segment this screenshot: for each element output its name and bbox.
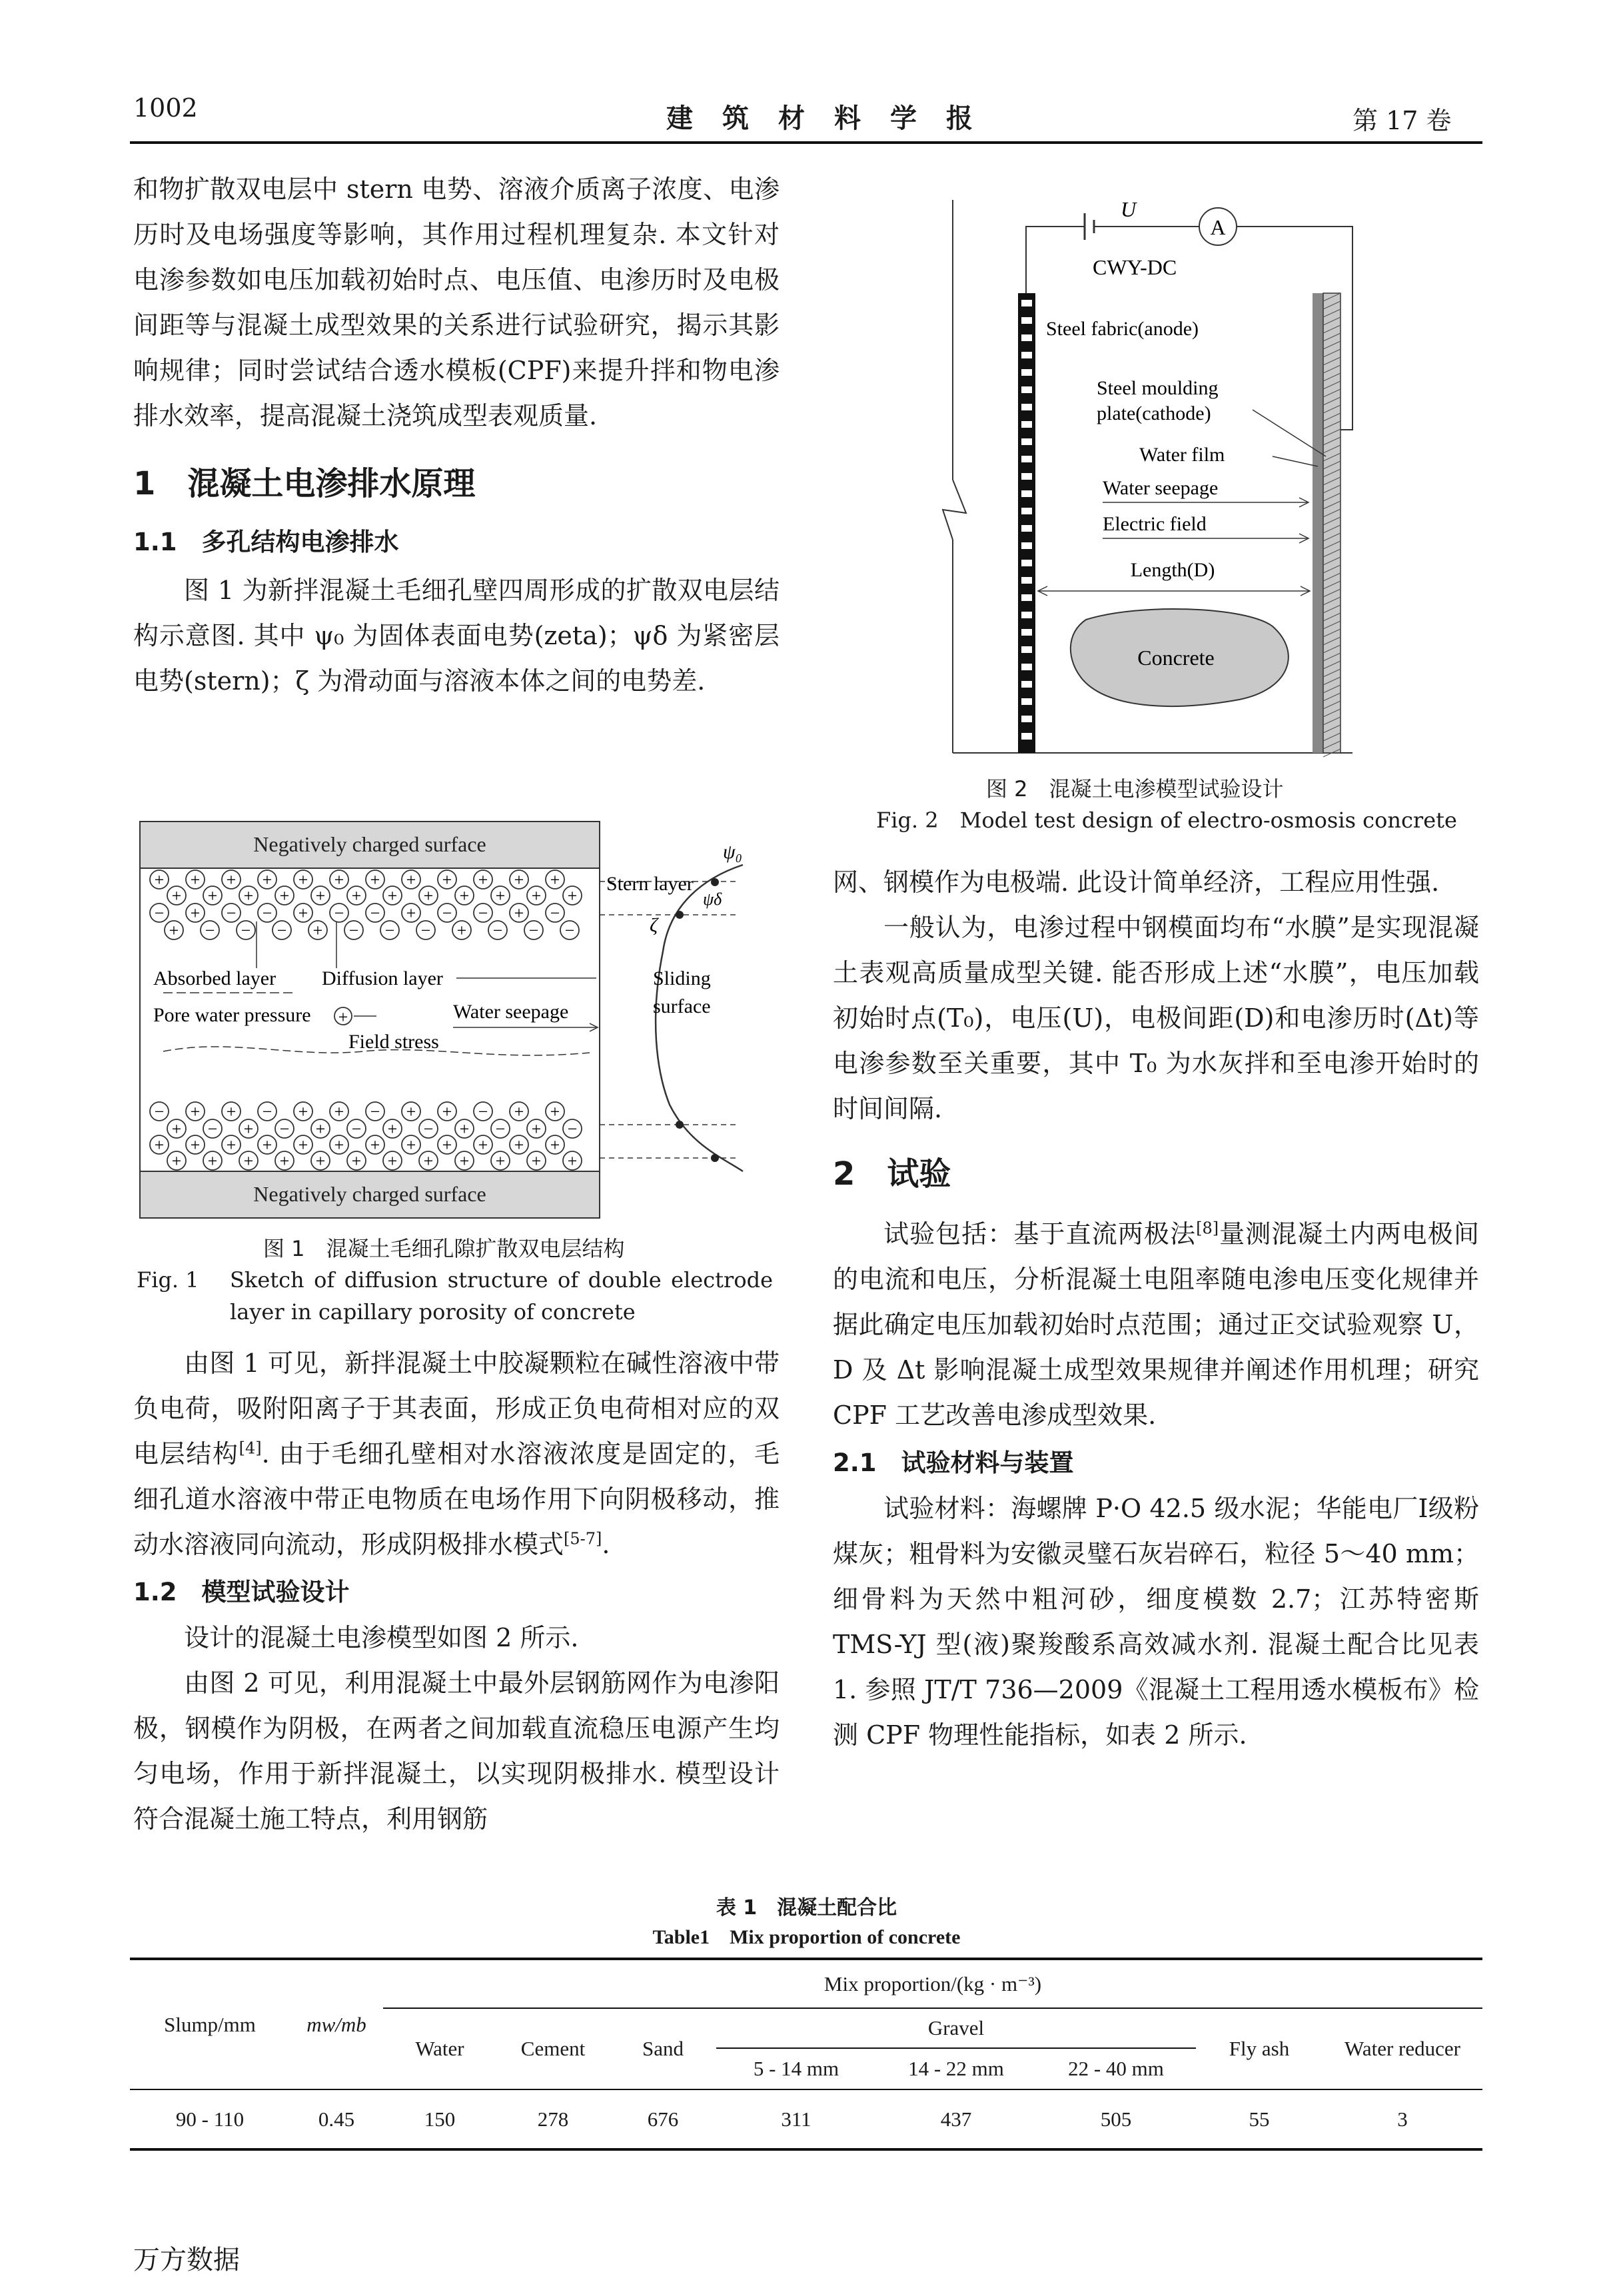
ion-sign: −: [495, 1119, 506, 1139]
ion-sign: +: [190, 1135, 201, 1155]
ion-sign: +: [387, 886, 398, 905]
page-number: 1002: [133, 93, 198, 123]
ion-sign: +: [387, 1119, 398, 1139]
cell-slump: 90 - 110: [175, 2107, 245, 2131]
anode-mesh-gap: [1021, 317, 1032, 324]
absorbed-layer-label: Absorbed layer: [153, 967, 276, 989]
anode-mesh-gap: [1021, 629, 1032, 636]
water-seepage-label: Water seepage: [1103, 477, 1219, 499]
ion-sign: +: [567, 886, 578, 905]
left-column-top: [133, 167, 780, 704]
surface-label: surface: [653, 995, 711, 1017]
cell-gravel-2: 437: [940, 2107, 972, 2131]
ion-sign: +: [459, 886, 470, 905]
cell-cement: 278: [537, 2107, 569, 2131]
ion-sign: +: [442, 870, 452, 889]
anode-mesh-gap: [1021, 525, 1032, 532]
psi0-label: ψ₀: [723, 841, 743, 863]
ion-sign: +: [312, 921, 323, 940]
section-2-heading: 2 试验: [833, 1155, 951, 1193]
ion-sign: +: [207, 1151, 218, 1171]
voltage-label: U: [1121, 197, 1137, 221]
ion-sign: +: [207, 886, 218, 905]
anode-mesh-gap: [1021, 646, 1032, 653]
ion-sign: +: [370, 1135, 380, 1155]
top-surface-label: Negatively charged surface: [253, 832, 486, 856]
ion-sign: −: [384, 921, 395, 940]
left-column-bottom: [133, 1341, 780, 1842]
ion-sign: −: [442, 903, 452, 923]
ion-sign: +: [169, 921, 179, 940]
ion-sign: +: [334, 870, 344, 889]
ion-sign: −: [478, 1102, 488, 1121]
water-film-label: Water film: [1139, 444, 1225, 466]
paragraph: 由图 1 可见，新拌混凝土中胶凝颗粒在碱性溶液中带负电荷，吸附阳离子于其表面，形成正负电荷相对应的双电层结构[4]. 由于毛细孔壁相对水溶液浓度是固定的，毛细孔道水溶液中带正电物质在电场作用下向阴极移动，推动水溶液同向流动，形成阴极排水模式[5-7].: [133, 1349, 780, 1559]
ion-sign: −: [420, 921, 431, 940]
ion-sign: +: [243, 1119, 254, 1139]
ion-sign: +: [442, 1102, 452, 1121]
ion-sign: +: [459, 1151, 470, 1171]
ion-sign: −: [564, 921, 575, 940]
ion-sign: +: [226, 870, 237, 889]
ion-sign: −: [276, 921, 287, 940]
ion-sign: +: [279, 1151, 290, 1171]
ion-sign: −: [241, 921, 251, 940]
th-cement: Cement: [520, 2037, 586, 2060]
anode-mesh-gap: [1021, 698, 1032, 705]
ion-sign: +: [298, 903, 308, 923]
ion-sign: +: [459, 1119, 470, 1139]
table-1-title-cn: 表 1 混凝土配合比: [716, 1896, 897, 1920]
ion-sign: +: [567, 1151, 578, 1171]
cell-water: 150: [424, 2107, 456, 2131]
th-water: Water: [415, 2037, 464, 2060]
section-1-2-heading: 1.2 模型试验设计: [133, 1578, 350, 1606]
cell-water-reducer: 3: [1397, 2107, 1408, 2131]
figure-1-diagram: [137, 818, 776, 1225]
ion-sign: +: [531, 1119, 542, 1139]
cell-sand: 676: [647, 2107, 679, 2131]
ion-sign: −: [370, 903, 380, 923]
anode-mesh-gap: [1021, 612, 1032, 618]
plus-sign: +: [338, 1007, 348, 1027]
figure-1-caption-en: Sketch of diffusion structure of double electrode layer in capillary porosity of concrete: [230, 1267, 773, 1325]
anode-mesh-gap: [1021, 421, 1032, 428]
bottom-surface-label: Negatively charged surface: [253, 1182, 486, 1206]
th-gravel-3: 22 - 40 mm: [1068, 2057, 1164, 2080]
anode-label: Steel fabric(anode): [1046, 318, 1199, 340]
ion-sign: +: [478, 870, 488, 889]
th-sand: Sand: [642, 2037, 684, 2060]
anode-mesh-gap: [1021, 716, 1032, 722]
ion-sign: +: [406, 870, 416, 889]
pore-water-pressure-label: Pore water pressure: [153, 1004, 311, 1026]
ion-sign: +: [262, 1135, 272, 1155]
ion-sign: +: [190, 870, 201, 889]
ion-sign: +: [171, 886, 182, 905]
sliding-label: Sliding: [653, 967, 711, 989]
th-slump: Slump/mm: [164, 2012, 256, 2036]
ion-sign: +: [190, 903, 201, 923]
ion-sign: −: [205, 921, 215, 940]
ion-sign: −: [567, 1119, 578, 1139]
psid-label: ψδ: [703, 889, 722, 909]
anode-mesh-gap: [1021, 594, 1032, 601]
anode-mesh-gap: [1021, 404, 1032, 410]
ion-sign: +: [406, 1135, 416, 1155]
figure-1-caption-en-label: Fig. 1: [137, 1267, 199, 1293]
length-label: Length(D): [1130, 559, 1215, 581]
ion-sign: −: [262, 1102, 272, 1121]
diffusion-layer-label: Diffusion layer: [322, 967, 443, 989]
ion-sign: −: [154, 1102, 165, 1121]
ion-sign: +: [334, 1135, 344, 1155]
ion-sign: +: [298, 1102, 308, 1121]
th-gravel-2: 14 - 22 mm: [908, 2057, 1004, 2080]
th-gravel-1: 5 - 14 mm: [753, 2057, 839, 2080]
ion-sign: −: [528, 921, 539, 940]
ion-sign: +: [262, 870, 272, 889]
table-1-title-en: Table1 Mix proportion of concrete: [652, 1926, 961, 1948]
anode-mesh-gap: [1021, 334, 1032, 341]
ion-sign: +: [550, 1102, 560, 1121]
ion-sign: +: [514, 903, 524, 923]
th-ratio: mw/mb: [306, 2012, 366, 2036]
paragraph: 设计的混凝土电渗模型如图 2 所示.: [184, 1623, 579, 1652]
ion-sign: −: [478, 903, 488, 923]
anode-mesh-gap: [1021, 508, 1032, 514]
ion-sign: +: [298, 870, 308, 889]
footer-watermark: 万方数据: [133, 2245, 240, 2275]
th-gravel: Gravel: [716, 2008, 1196, 2048]
table-1: [130, 1958, 1482, 2151]
zeta-label: ζ: [650, 914, 658, 936]
ion-sign: +: [190, 1102, 201, 1121]
ion-sign: +: [406, 1102, 416, 1121]
section-2-1-heading: 2.1 试验材料与装置: [833, 1448, 1074, 1477]
ion-sign: −: [351, 1119, 362, 1139]
mould-label-1: Steel moulding: [1097, 377, 1219, 399]
anode-mesh-gap: [1021, 456, 1032, 462]
ion-sign: −: [492, 921, 503, 940]
anode-mesh-gap: [1021, 542, 1032, 549]
ion-sign: +: [514, 1102, 524, 1121]
ion-sign: +: [315, 886, 326, 905]
paragraph: 网、钢模作为电极端. 此设计简单经济，工程应用性强.: [833, 867, 1440, 897]
anode-mesh-gap: [1021, 300, 1032, 306]
anode-mesh-gap: [1021, 490, 1032, 497]
ion-sign: +: [550, 870, 560, 889]
paragraph: 和物扩散双电层中 stern 电势、溶液介质离子浓度、电渗历时及电场强度等影响，其作用过程机理复杂. 本文针对电渗参数如电压加载初始时点、电压值、电渗历时及电极间距等与混凝土成型效果的关系进行试验研究，揭示其影响规律；同时尝试结合透水模板(CPF)来提升拌和物电渗排水效率，提高混凝土浇筑成型表观质量.: [133, 175, 780, 430]
th-mix-proportion: Mix proportion/(kg · m⁻³): [383, 1960, 1482, 2008]
power-supply-label: CWY-DC: [1093, 255, 1177, 279]
ion-sign: +: [495, 886, 506, 905]
th-water-reducer: Water reducer: [1344, 2037, 1460, 2060]
volume-label: 第 17 卷: [1352, 106, 1452, 135]
anode-mesh-gap: [1021, 352, 1032, 358]
ion-sign: +: [406, 903, 416, 923]
ion-sign: +: [423, 886, 434, 905]
water-seepage-label: Water seepage: [453, 1001, 569, 1023]
ion-sign: +: [171, 1151, 182, 1171]
ion-sign: +: [243, 1151, 254, 1171]
right-column: [833, 860, 1479, 1758]
ion-sign: +: [243, 886, 254, 905]
ion-sign: +: [226, 1135, 237, 1155]
ion-sign: +: [351, 1151, 362, 1171]
anode-mesh-gap: [1021, 664, 1032, 670]
ion-sign: +: [154, 870, 165, 889]
ion-sign: +: [456, 921, 467, 940]
ion-sign: −: [423, 1119, 434, 1139]
paragraph: 试验包括：基于直流两极法[8]量测混凝土内两电极间的电流和电压，分析混凝土电阻率随电渗电压变化规律并据此确定电压加载初始时点范围；通过正交试验观察 U，D 及 Δt 影响混凝土成型效果规律并阐述作用机理；研究 CPF 工艺改善电渗成型效果.: [833, 1219, 1479, 1430]
anode-mesh-gap: [1021, 438, 1032, 445]
ion-sign: +: [531, 1151, 542, 1171]
ion-sign: −: [207, 1119, 218, 1139]
section-1-heading: 1 混凝土电渗排水原理: [133, 465, 476, 502]
ion-sign: +: [442, 1135, 452, 1155]
ion-sign: +: [495, 1151, 506, 1171]
ion-sign: +: [315, 1119, 326, 1139]
figure-2-caption-cn: 图 2 混凝土电渗模型试验设计: [986, 776, 1284, 802]
ion-sign: +: [514, 1135, 524, 1155]
paragraph: 试验材料：海螺牌 P·O 42.5 级水泥；华能电厂Ⅰ级粉煤灰；粗骨料为安徽灵璧石灰岩碎石，粒径 5～40 mm；细骨料为天然中粗河砂，细度模数 2.7；江苏特密斯 TMS-YJ 型(液)聚羧酸系高效减水剂. 混凝土配合比见表 1. 参照 JT/T 736—2009《混凝土工程用透水模板布》检测 CPF 物理性能指标，如表 2 所示.: [833, 1494, 1479, 1750]
ion-sign: −: [348, 921, 359, 940]
anode-mesh-gap: [1021, 577, 1032, 584]
ion-sign: +: [315, 1151, 326, 1171]
figure-2-caption-en: Fig. 2 Model test design of electro-osmosis concrete: [876, 808, 1457, 833]
ion-sign: +: [279, 886, 290, 905]
ion-sign: +: [171, 1119, 182, 1139]
ion-sign: −: [550, 903, 560, 923]
ion-sign: −: [370, 1102, 380, 1121]
section-1-1-heading: 1.1 多孔结构电渗排水: [133, 528, 399, 556]
ion-sign: +: [514, 870, 524, 889]
concrete-label: Concrete: [1137, 646, 1215, 670]
journal-title: 建筑材料学报: [666, 103, 1002, 134]
anode-mesh-gap: [1021, 386, 1032, 393]
ion-sign: +: [226, 1102, 237, 1121]
ion-sign: +: [334, 1102, 344, 1121]
electric-field-label: Electric field: [1103, 513, 1207, 535]
ammeter-label: A: [1210, 215, 1226, 239]
figure-2-diagram: [939, 193, 1366, 766]
figure-1-caption-cn: 图 1 混凝土毛细孔隙扩散双电层结构: [263, 1236, 625, 1261]
table-row: [130, 2089, 1482, 2149]
cell-fly-ash: 55: [1249, 2107, 1270, 2131]
anode-mesh-gap: [1021, 473, 1032, 480]
cell-ratio: 0.45: [318, 2107, 355, 2131]
anode-mesh-gap: [1021, 560, 1032, 566]
paragraph: 一般认为，电渗过程中钢模面均布“水膜”是实现混凝土表观高质量成型关键. 能否形成上述“水膜”，电压加载初始时点(T₀)，电压(U)，电极间距(D)和电渗历时(Δt)等电渗参数至关重要，其中 T₀ 为水灰拌和至电渗开始时的时间间隔.: [833, 913, 1479, 1123]
ion-sign: −: [262, 903, 272, 923]
ion-sign: +: [370, 870, 380, 889]
paragraph: 由图 2 可见，利用混凝土中最外层钢筋网作为电渗阳极，钢模作为阴极，在两者之间加载直流稳压电源产生均匀电场，作用于新拌混凝土，以实现阴极排水. 模型设计符合混凝土施工特点，利用钢筋: [133, 1668, 780, 1834]
ion-sign: +: [550, 1135, 560, 1155]
ion-sign: −: [154, 903, 165, 923]
ion-sign: +: [298, 1135, 308, 1155]
ion-sign: +: [478, 1135, 488, 1155]
anode-mesh-gap: [1021, 369, 1032, 376]
ion-sign: −: [334, 903, 344, 923]
ion-sign: −: [279, 1119, 290, 1139]
anode-mesh-gap: [1021, 681, 1032, 688]
ion-sign: +: [531, 886, 542, 905]
ion-sign: −: [226, 903, 237, 923]
ion-sign: +: [351, 886, 362, 905]
stern-layer-label: Stern layer: [606, 873, 694, 895]
th-fly-ash: Fly ash: [1229, 2037, 1290, 2060]
header-rule: [130, 141, 1482, 144]
field-stress-label: Field stress: [348, 1031, 439, 1053]
paragraph: 图 1 为新拌混凝土毛细孔壁四周形成的扩散双电层结构示意图. 其中 ψ₀ 为固体表面电势(zeta)；ψδ 为紧密层电势(stern)；ζ 为滑动面与溶液本体之间的电势差.: [133, 576, 780, 696]
cell-gravel-3: 505: [1100, 2107, 1132, 2131]
mould-label-2: plate(cathode): [1097, 402, 1211, 424]
cell-gravel-1: 311: [781, 2107, 811, 2131]
ion-sign: +: [154, 1135, 165, 1155]
ion-sign: +: [423, 1151, 434, 1171]
anode-mesh-gap: [1021, 733, 1032, 740]
ion-sign: +: [387, 1151, 398, 1171]
